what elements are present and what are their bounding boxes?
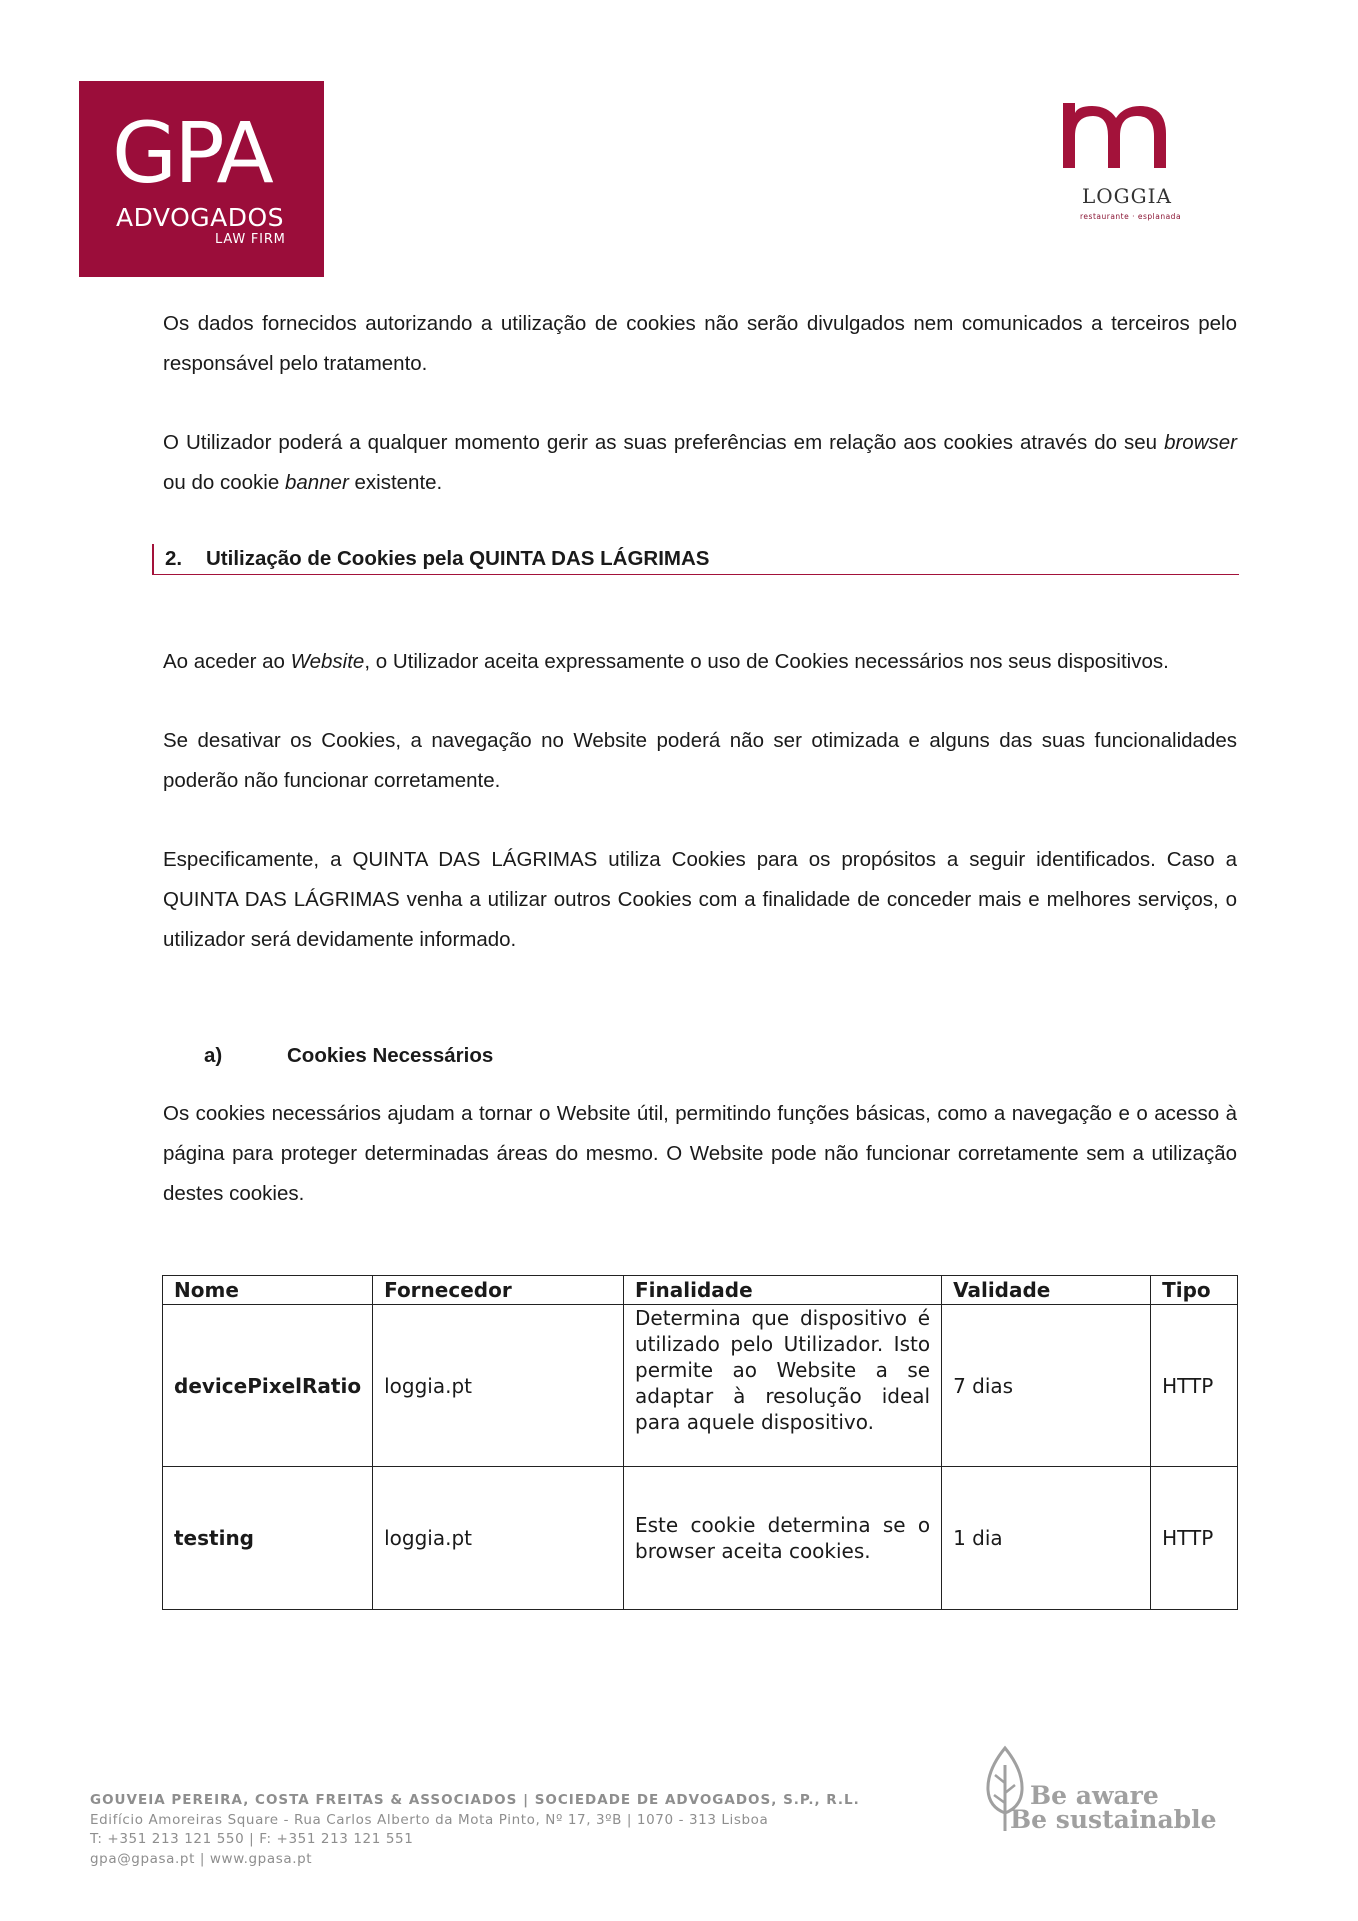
paragraph-necessary-cookies: Os cookies necessários ajudam a tornar o Website útil, permitindo funções básicas, como a navegação e o acesso à página para proteger determinadas áreas do mesmo. O Website pode não funcionar corretamente sem a utilização destes cookies.	[163, 1102, 1237, 1205]
header-fornecedor: Fornecedor	[373, 1276, 624, 1305]
table-row	[163, 1467, 1238, 1610]
header-tipo: Tipo	[1151, 1276, 1238, 1305]
subsection-letter: a)	[204, 1044, 223, 1067]
cell-fornecedor: loggia.pt	[373, 1305, 624, 1467]
loggia-logo	[1058, 98, 1188, 228]
paragraph-preferences: O Utilizador poderá a qualquer momento gerir as suas preferências em relação aos cookies através do seu browser ou do cookie banner existente.	[163, 431, 1237, 494]
paragraph-data-sharing: Os dados fornecidos autorizando a utilização de cookies não serão divulgados nem comunicados a terceiros pelo responsável pelo tratamento.	[163, 312, 1237, 375]
table-row	[163, 1305, 1238, 1467]
table-header-row	[163, 1276, 1238, 1305]
section-title: Utilização de Cookies pela QUINTA DAS LÁGRIMAS	[206, 547, 710, 570]
gpa-advogados-logo	[79, 81, 324, 277]
loggia-logo-name: LOGGIA	[1082, 184, 1172, 208]
gpa-logo-initials: GPA	[112, 104, 271, 202]
cell-nome: devicePixelRatio	[163, 1305, 373, 1467]
gpa-logo-law-firm: LAW FIRM	[215, 232, 286, 247]
section-heading	[152, 544, 1239, 575]
subsection-title: Cookies Necessários	[287, 1044, 494, 1067]
footer-address: Edifício Amoreiras Square - Rua Carlos Alberto da Mota Pinto, Nº 17, 3ºB | 1070 - 313 Lisboa	[90, 1811, 769, 1828]
footer-firm-name: GOUVEIA PEREIRA, COSTA FREITAS & ASSOCIADOS | SOCIEDADE DE ADVOGADOS, S.P., R.L.	[90, 1792, 860, 1808]
cell-tipo: HTTP	[1151, 1467, 1238, 1610]
cookies-table	[162, 1275, 1238, 1610]
section-number: 2.	[165, 547, 183, 570]
document-body	[163, 304, 1237, 503]
be-aware-line1: Be aware	[1030, 1781, 1159, 1810]
cell-validade: 1 dia	[942, 1467, 1151, 1610]
cell-validade: 7 dias	[942, 1305, 1151, 1467]
footer	[90, 1791, 860, 1869]
cell-fornecedor: loggia.pt	[373, 1467, 624, 1610]
header-finalidade: Finalidade	[624, 1276, 942, 1305]
cell-finalidade: Este cookie determina se o browser aceita cookies.	[624, 1467, 942, 1610]
paragraph-disable-cookies: Se desativar os Cookies, a navegação no Website poderá não ser otimizada e alguns das suas funcionalidades poderão não funcionar corretamente.	[163, 729, 1237, 792]
section-body	[163, 642, 1237, 960]
cell-nome: testing	[163, 1467, 373, 1610]
subsection-body	[163, 1094, 1237, 1214]
header-nome: Nome	[163, 1276, 373, 1305]
paragraph-accept-cookies: Ao aceder ao Website, o Utilizador aceita expressamente o uso de Cookies necessários nos seus dispositivos.	[163, 650, 1169, 673]
paragraph-purposes: Especificamente, a QUINTA DAS LÁGRIMAS utiliza Cookies para os propósitos a seguir identificados. Caso a QUINTA DAS LÁGRIMAS venha a utilizar outros Cookies com a finalidade de conceder mais e melhores serviços, o utilizador será devidamente informado.	[163, 848, 1237, 951]
gpa-logo-advogados: ADVOGADOS	[116, 203, 285, 232]
cell-tipo: HTTP	[1151, 1305, 1238, 1467]
be-aware-line2: Be sustainable	[1010, 1805, 1217, 1834]
be-aware-badge	[982, 1745, 1222, 1845]
loggia-m-mark-icon	[1058, 98, 1188, 178]
loggia-logo-tagline: restaurante · esplanada	[1080, 212, 1182, 221]
footer-phone: T: +351 213 121 550 | F: +351 213 121 551	[90, 1831, 414, 1847]
footer-web: gpa@gpasa.pt | www.gpasa.pt	[90, 1850, 313, 1867]
cell-finalidade: Determina que dispositivo é utilizado pelo Utilizador. Isto permite ao Website a se adaptar à resolução ideal para aquele dispositivo.	[624, 1305, 942, 1467]
header-validade: Validade	[942, 1276, 1151, 1305]
